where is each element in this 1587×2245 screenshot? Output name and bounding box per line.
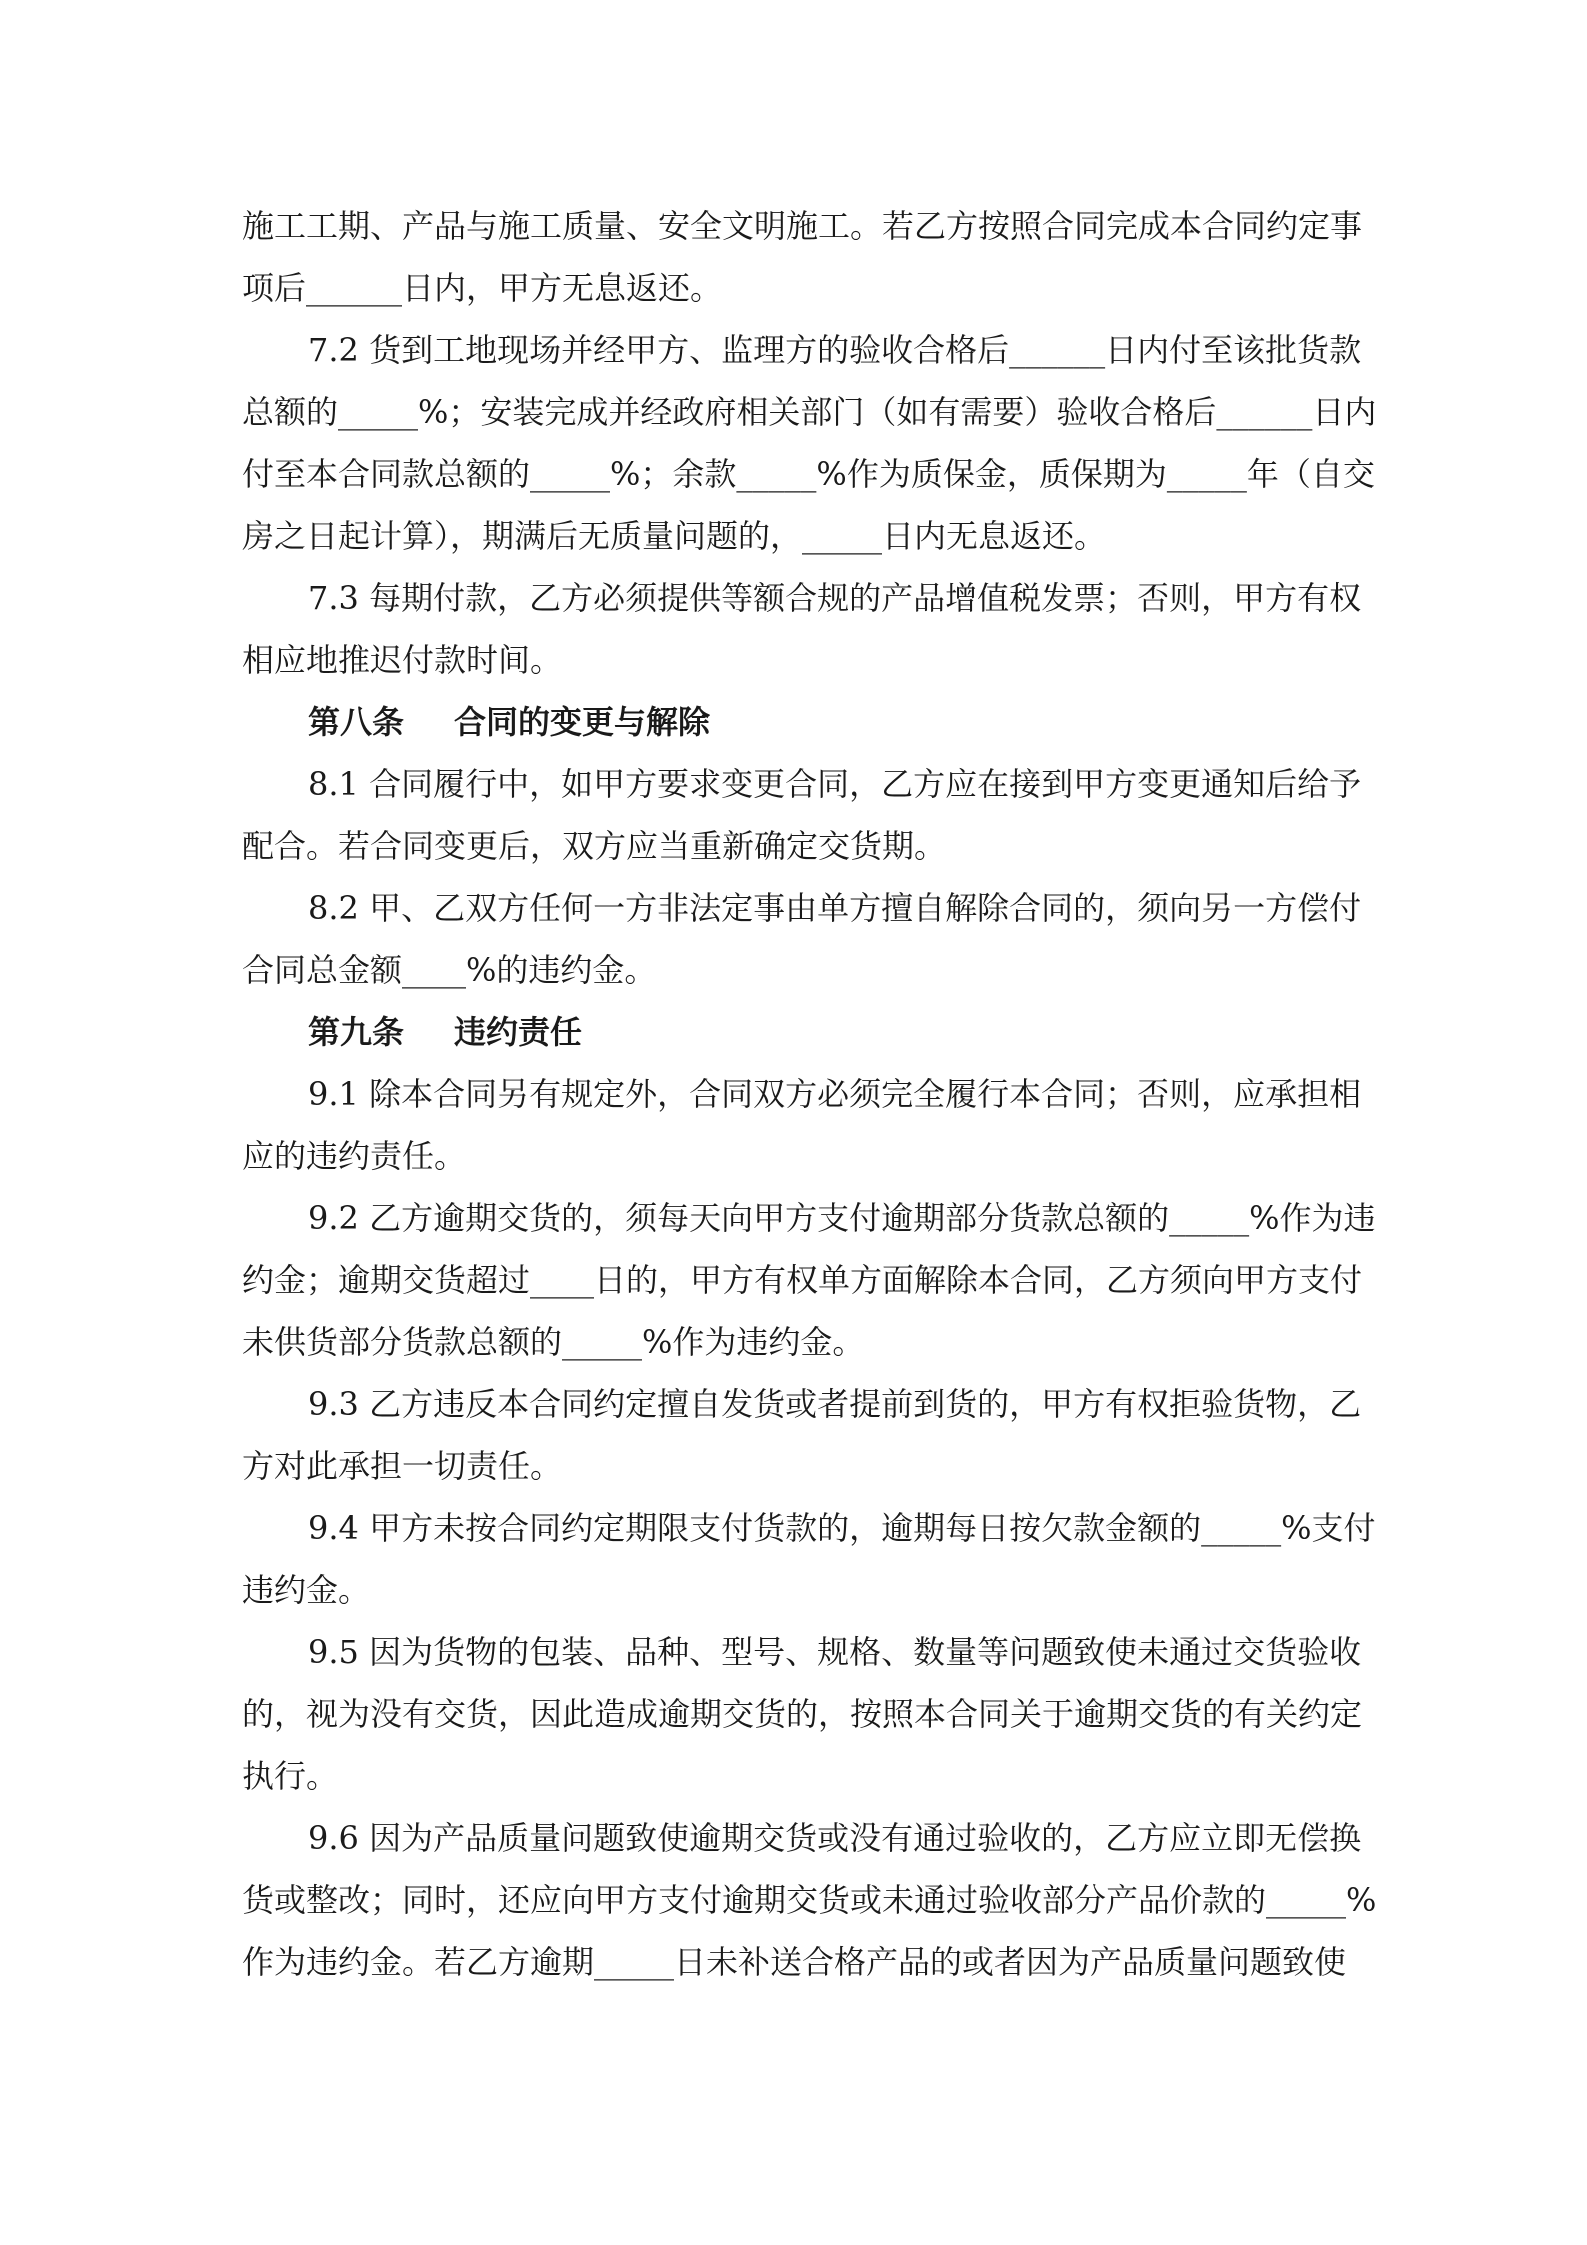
text-line: 的，视为没有交货，因此造成逾期交货的，按照本合同关于逾期交货的有关约定 (242, 1695, 1363, 1733)
text-line: 应的违约责任。 (242, 1137, 467, 1175)
text-line: 施工工期、产品与施工质量、安全文明施工。若乙方按照合同完成本合同约定事 (242, 207, 1363, 245)
text-line: 7.3 每期付款，乙方必须提供等额合规的产品增值税发票；否则，甲方有权 (308, 579, 1362, 617)
text-line: 方对此承担一切责任。 (242, 1447, 563, 1485)
section-number: 第八条 (308, 703, 405, 741)
text-line: 货或整改；同时，还应向甲方支付逾期交货或未通过验收部分产品价款的_____% (242, 1881, 1377, 1919)
section-number: 第九条 (308, 1013, 405, 1051)
text-line: 项后______日内，甲方无息返还。 (242, 269, 723, 307)
text-line: 9.3 乙方违反本合同约定擅自发货或者提前到货的，甲方有权拒验货物，乙 (308, 1385, 1362, 1423)
text-line: 总额的_____%；安装完成并经政府相关部门（如有需要）验收合格后______日内 (242, 393, 1377, 431)
text-line: 付至本合同款总额的_____%；余款_____%作为质保金，质保期为_____年（自交 (242, 455, 1375, 493)
text-line: 8.2 甲、乙双方任何一方非法定事由单方擅自解除合同的，须向另一方偿付 (308, 889, 1362, 927)
text-line: 9.6 因为产品质量问题致使逾期交货或没有通过验收的，乙方应立即无偿换 (308, 1819, 1362, 1857)
text-line: 违约金。 (242, 1571, 371, 1609)
text-line: 作为违约金。若乙方逾期_____日未补送合格产品的或者因为产品质量问题致使 (242, 1943, 1347, 1981)
section-title: 违约责任 (454, 1013, 583, 1051)
text-line: 执行。 (242, 1757, 339, 1795)
text-line: 7.2 货到工地现场并经甲方、监理方的验收合格后______日内付至该批货款 (308, 331, 1362, 369)
text-line: 配合。若合同变更后，双方应当重新确定交货期。 (242, 827, 947, 865)
section-title: 合同的变更与解除 (454, 703, 711, 741)
section-heading (242, 1001, 1352, 1063)
text-line: 9.5 因为货物的包装、品种、型号、规格、数量等问题致使未通过交货验收 (308, 1633, 1362, 1671)
text-line: 约金；逾期交货超过____日的，甲方有权单方面解除本合同，乙方须向甲方支付 (242, 1261, 1363, 1299)
section-heading (242, 691, 1352, 753)
text-line: 9.2 乙方逾期交货的，须每天向甲方支付逾期部分货款总额的_____%作为违 (308, 1199, 1376, 1237)
text-line: 未供货部分货款总额的_____%作为违约金。 (242, 1323, 865, 1361)
document-page (242, 195, 1377, 1993)
text-line: 相应地推迟付款时间。 (242, 641, 563, 679)
text-line: 合同总金额____%的违约金。 (242, 951, 657, 989)
text-line: 房之日起计算），期满后无质量问题的，_____日内无息返还。 (242, 517, 1107, 555)
text-line: 9.1 除本合同另有规定外，合同双方必须完全履行本合同；否则，应承担相 (308, 1075, 1362, 1113)
text-line: 8.1 合同履行中，如甲方要求变更合同，乙方应在接到甲方变更通知后给予 (308, 765, 1362, 803)
text-line: 9.4 甲方未按合同约定期限支付货款的，逾期每日按欠款金额的_____%支付 (308, 1509, 1376, 1547)
